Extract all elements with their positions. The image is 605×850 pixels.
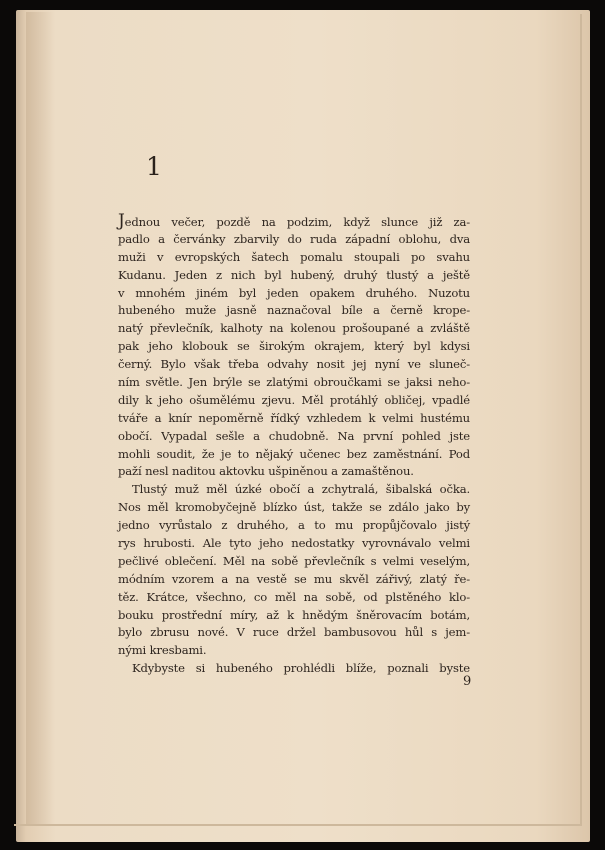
text-line: muži v evropských šatech pomalu stoupali po svahu (118, 249, 470, 264)
text-line: černý. Bylo však třeba odvahy nosit jej nyní ve sluneč- (118, 357, 470, 372)
text-line: bylo zbrusu nové. V ruce držel bambusovou hůl s jem- (118, 625, 470, 640)
text-line: Kdybyste si hubeného prohlédli blíže, poznali byste (132, 661, 470, 676)
page-number: 9 (463, 674, 472, 689)
text-line: tváře a knír nepoměrně řídký vzhledem k velmi hustému (118, 410, 470, 425)
initial-letter: J (118, 211, 125, 231)
text-line: módním vzorem a na vestě se mu skvěl zářivý, zlatý ře- (118, 571, 470, 586)
text-line: natý převlečník, kalhoty na kolenou prošoupané a zvláště (118, 321, 470, 336)
body-text (118, 213, 470, 678)
text-line: mohli soudit, že je to nějaký učenec bez zaměstnání. Pod (118, 446, 470, 461)
chapter-number: 1 (146, 152, 162, 181)
text-line: Kudanu. Jeden z nich byl hubený, druhý tlustý a ještě (118, 267, 470, 282)
text-line: dily k jeho ošumělému zjevu. Měl protáhlý obličej, vpadlé (118, 392, 470, 407)
text-line: padlo a červánky zbarvily do ruda západní oblohu, dva (118, 231, 470, 246)
text-line: Jednou večer, pozdě na podzim, když slunce již za- (118, 211, 470, 231)
text-line: Tlustý muž měl úzké obočí a zchytralá, šibalská očka. (132, 482, 470, 497)
text-line: nými kresbami. (118, 643, 207, 658)
text-line: pečlivé oblečení. Měl na sobě převlečník s velmi veselým, (118, 553, 470, 568)
page-fold-shadow (26, 12, 54, 824)
text-line: bouku prostřední míry, až k hnědým šněrovacím botám, (118, 607, 470, 622)
text-line: těz. Krátce, všechno, co měl na sobě, od plstěného klo- (118, 589, 470, 604)
text-line: obočí. Vypadal sešle a chudobně. Na první pohled jste (118, 428, 470, 443)
text-line: pak jeho klobouk se širokým okrajem, který byl kdysi (118, 339, 470, 354)
text-line: hubeného muže jasně naznačoval bíle a černě krope- (118, 303, 470, 318)
text-line: v mnohém jiném byl jeden opakem druhého. Nuzotu (118, 285, 470, 300)
text-line: ním světle. Jen brýle se zlatými obroučkami se jaksi neho- (118, 375, 470, 390)
text-line: jedno vyrůstalo z druhého, a to mu propůjčovalo jistý (118, 518, 470, 533)
text-line: rys hrubosti. Ale tyto jeho nedostatky vyrovnávalo velmi (118, 536, 470, 551)
text-line: paží nesl naditou aktovku ušpiněnou a zamaštěnou. (118, 464, 414, 479)
text-line: Nos měl kromobyčejně blízko úst, takže se zdálo jako by (118, 500, 470, 515)
